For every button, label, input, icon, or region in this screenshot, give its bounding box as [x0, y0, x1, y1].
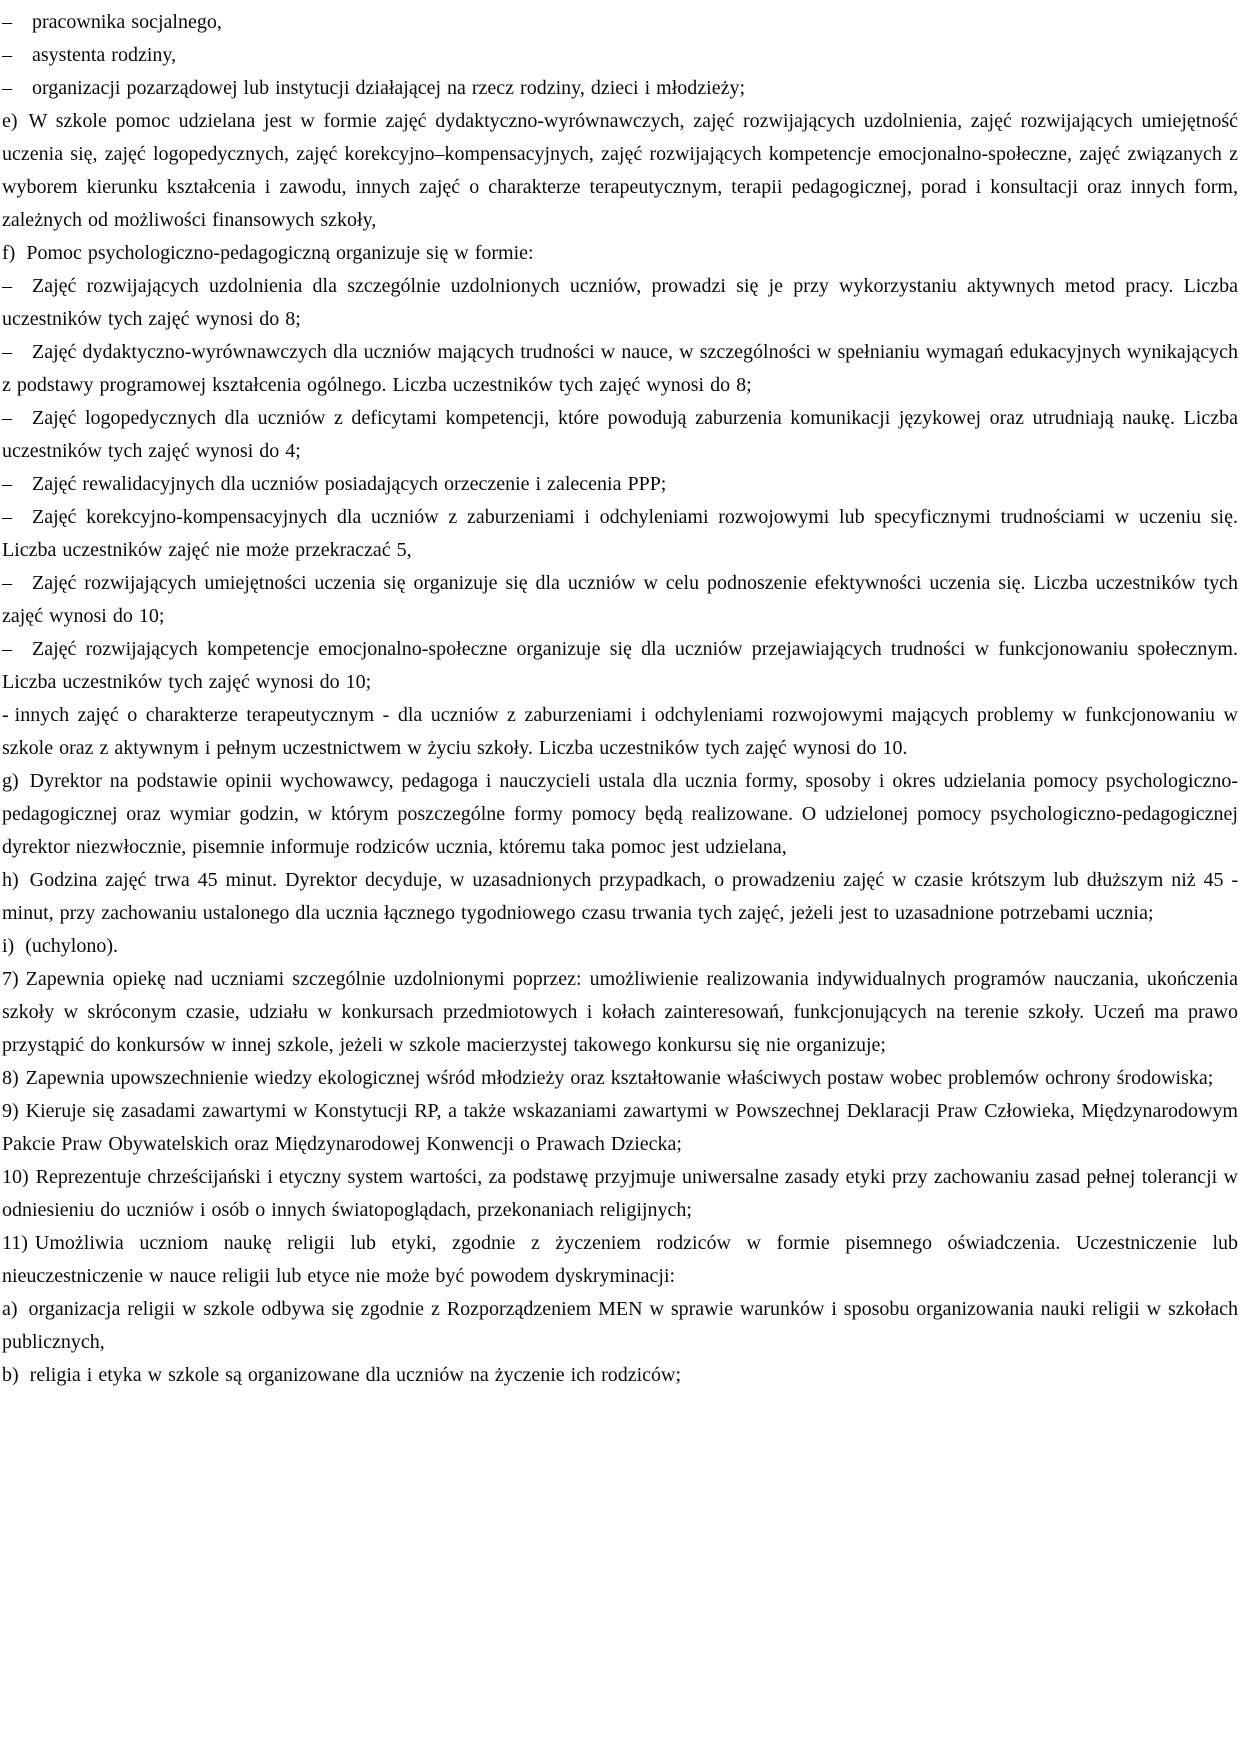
- paragraph-text: Zajęć rozwijających kompetencje emocjonalno-społeczne organizuje się dla uczniów przejawiających trudności w funkcjonowaniu społecznym. Liczba uczestników tych zajęć wynosi do 10;: [2, 638, 1238, 693]
- list-marker: –: [2, 572, 12, 594]
- paragraph: [2, 930, 1238, 963]
- paragraph-text: Zajęć dydaktyczno-wyrównawczych dla uczniów mających trudności w nauce, w szczególności w spełnianiu wymagań edukacyjnych wynikających z podstawy programowej kształcenia ogólnego. Liczba uczestników tych zajęć wynosi do 8;: [2, 341, 1238, 396]
- paragraph-text: Zapewnia upowszechnienie wiedzy ekologicznej wśród młodzieży oraz kształtowanie właściwych postaw wobec problemów ochrony środowiska;: [25, 1067, 1214, 1089]
- paragraph: [2, 402, 1238, 468]
- paragraph: [2, 765, 1238, 864]
- list-marker: –: [2, 77, 12, 99]
- paragraph-text: Kieruje się zasadami zawartymi w Konstytucji RP, a także wskazaniami zawartymi w Powszechnej Deklaracji Praw Człowieka, Międzynarodowym Pakcie Praw Obywatelskich oraz Międzynarodowej Konwencji o Prawach Dziecka;: [2, 1100, 1238, 1155]
- list-marker: –: [2, 506, 12, 528]
- paragraph: [2, 501, 1238, 567]
- list-marker: e): [2, 110, 18, 132]
- list-marker: 7): [2, 968, 19, 990]
- paragraph-text: Zajęć rewalidacyjnych dla uczniów posiadających orzeczenie i zalecenia PPP;: [32, 473, 667, 495]
- list-marker: 8): [2, 1067, 19, 1089]
- paragraph: [2, 633, 1238, 699]
- paragraph-text: asystenta rodziny,: [32, 44, 177, 66]
- paragraph-text: Zapewnia opiekę nad uczniami szczególnie uzdolnionymi poprzez: umożliwienie realizowania indywidualnych programów nauczania, ukończenia szkoły w skróconym czasie, udziału w konkursach przedmiotowych i kołach zainteresowań, funkcjonujących na terenie szkoły. Uczeń ma prawo przystąpić do konkursów w innej szkole, jeżeli w szkole macierzystej takowego konkursu się nie organizuje;: [2, 968, 1238, 1056]
- paragraph-text: W szkole pomoc udzielana jest w formie zajęć dydaktyczno-wyrównawczych, zajęć rozwijających uzdolnienia, zajęć rozwijających umiejętność uczenia się, zajęć logopedycznych, zajęć korekcyjno–kompensacyjnych, zajęć rozwijających kompetencje emocjonalno-społeczne, zajęć związanych z wyborem kierunku kształcenia i zawodu, innych zajęć o charakterze terapeutycznym, terapii pedagogicznej, porad i konsultacji oraz innych form, zależnych od możliwości finansowych szkoły,: [2, 110, 1238, 231]
- paragraph: [2, 39, 1238, 72]
- paragraph-text: Zajęć rozwijających uzdolnienia dla szczególnie uzdolnionych uczniów, prowadzi się je przy wykorzystaniu aktywnych metod pracy. Liczba uczestników tych zajęć wynosi do 8;: [2, 275, 1238, 330]
- paragraph: [2, 1359, 1238, 1392]
- list-marker: i): [2, 935, 15, 957]
- list-marker: –: [2, 11, 12, 33]
- paragraph: [2, 1293, 1238, 1359]
- paragraph: [2, 1062, 1238, 1095]
- list-marker: h): [2, 869, 19, 891]
- list-marker: b): [2, 1364, 19, 1386]
- list-marker: 11): [2, 1232, 28, 1254]
- paragraph: [2, 1227, 1238, 1293]
- list-marker: g): [2, 770, 19, 792]
- paragraph: [2, 336, 1238, 402]
- list-marker: –: [2, 638, 12, 660]
- paragraph-text: Dyrektor na podstawie opinii wychowawcy, pedagoga i nauczycieli ustala dla ucznia formy, sposoby i okres udzielania pomocy psychologiczno-pedagogicznej oraz wymiar godzin, w którym poszczególne formy pomocy będą realizowane. O udzielonej pomocy psychologiczno-pedagogicznej dyrektor niezwłocznie, pisemnie informuje rodziców ucznia, któremu taka pomoc jest udzielana,: [2, 770, 1238, 858]
- paragraph: [2, 468, 1238, 501]
- paragraph: [2, 72, 1238, 105]
- list-marker: –: [2, 473, 12, 495]
- paragraph: [2, 567, 1238, 633]
- paragraph-text: Zajęć rozwijających umiejętności uczenia się organizuje się dla uczniów w celu podnoszenie efektywności uczenia się. Liczba uczestników tych zajęć wynosi do 10;: [2, 572, 1238, 627]
- list-marker: -: [2, 704, 9, 726]
- paragraph-text: religia i etyka w szkole są organizowane dla uczniów na życzenie ich rodziców;: [29, 1364, 682, 1386]
- paragraph-text: Reprezentuje chrześcijański i etyczny system wartości, za podstawę przyjmuje uniwersalne zasady etyki przy zachowaniu zasad pełnej tolerancji w odniesieniu do uczniów i osób o innych światopoglądach, przekonaniach religijnych;: [2, 1166, 1238, 1221]
- paragraph-text: (uchylono).: [25, 935, 118, 957]
- paragraph-text: Godzina zajęć trwa 45 minut. Dyrektor decyduje, w uzasadnionych przypadkach, o prowadzeniu zajęć w czasie krótszym lub dłuższym niż 45 -minut, przy zachowaniu ustalonego dla ucznia łącznego tygodniowego czasu trwania tych zajęć, jeżeli jest to uzasadnione potrzebami ucznia;: [2, 869, 1238, 924]
- list-marker: f): [2, 242, 16, 264]
- paragraph-text: Pomoc psychologiczno-pedagogiczną organizuje się w formie:: [26, 242, 534, 264]
- paragraph: [2, 237, 1238, 270]
- list-marker: 10): [2, 1166, 29, 1188]
- paragraph: [2, 1161, 1238, 1227]
- list-marker: –: [2, 341, 12, 363]
- list-marker: –: [2, 407, 12, 429]
- paragraph: [2, 699, 1238, 765]
- paragraph: [2, 864, 1238, 930]
- list-marker: 9): [2, 1100, 19, 1122]
- paragraph: [2, 1095, 1238, 1161]
- paragraph: [2, 105, 1238, 237]
- paragraph-text: organizacja religii w szkole odbywa się zgodnie z Rozporządzeniem MEN w sprawie warunków i sposobu organizowania nauki religii w szkołach publicznych,: [2, 1298, 1238, 1353]
- paragraph: [2, 963, 1238, 1062]
- paragraph: [2, 6, 1238, 39]
- paragraph-text: Umożliwia uczniom naukę religii lub etyki, zgodnie z życzeniem rodziców w formie pisemnego oświadczenia. Uczestniczenie lub nieuczestniczenie w nauce religii lub etyce nie może być powodem dyskryminacji:: [2, 1232, 1238, 1287]
- paragraph-text: pracownika socjalnego,: [32, 11, 222, 33]
- paragraph-text: innych zajęć o charakterze terapeutycznym - dla uczniów z zaburzeniami i odchyleniami rozwojowymi mających problemy w funkcjonowaniu w szkole oraz z aktywnym i pełnym uczestnictwem w życiu szkoły. Liczba uczestników tych zajęć wynosi do 10.: [2, 704, 1238, 759]
- list-marker: –: [2, 275, 12, 297]
- list-marker: –: [2, 44, 12, 66]
- paragraph-text: Zajęć korekcyjno-kompensacyjnych dla uczniów z zaburzeniami i odchyleniami rozwojowymi lub specyficznymi trudnościami w uczeniu się. Liczba uczestników zajęć nie może przekraczać 5,: [2, 506, 1238, 561]
- paragraph-text: organizacji pozarządowej lub instytucji działającej na rzecz rodziny, dzieci i młodzieży;: [32, 77, 746, 99]
- paragraph-text: Zajęć logopedycznych dla uczniów z deficytami kompetencji, które powodują zaburzenia komunikacji językowej oraz utrudniają naukę. Liczba uczestników tych zajęć wynosi do 4;: [2, 407, 1238, 462]
- paragraph: [2, 270, 1238, 336]
- list-marker: a): [2, 1298, 18, 1320]
